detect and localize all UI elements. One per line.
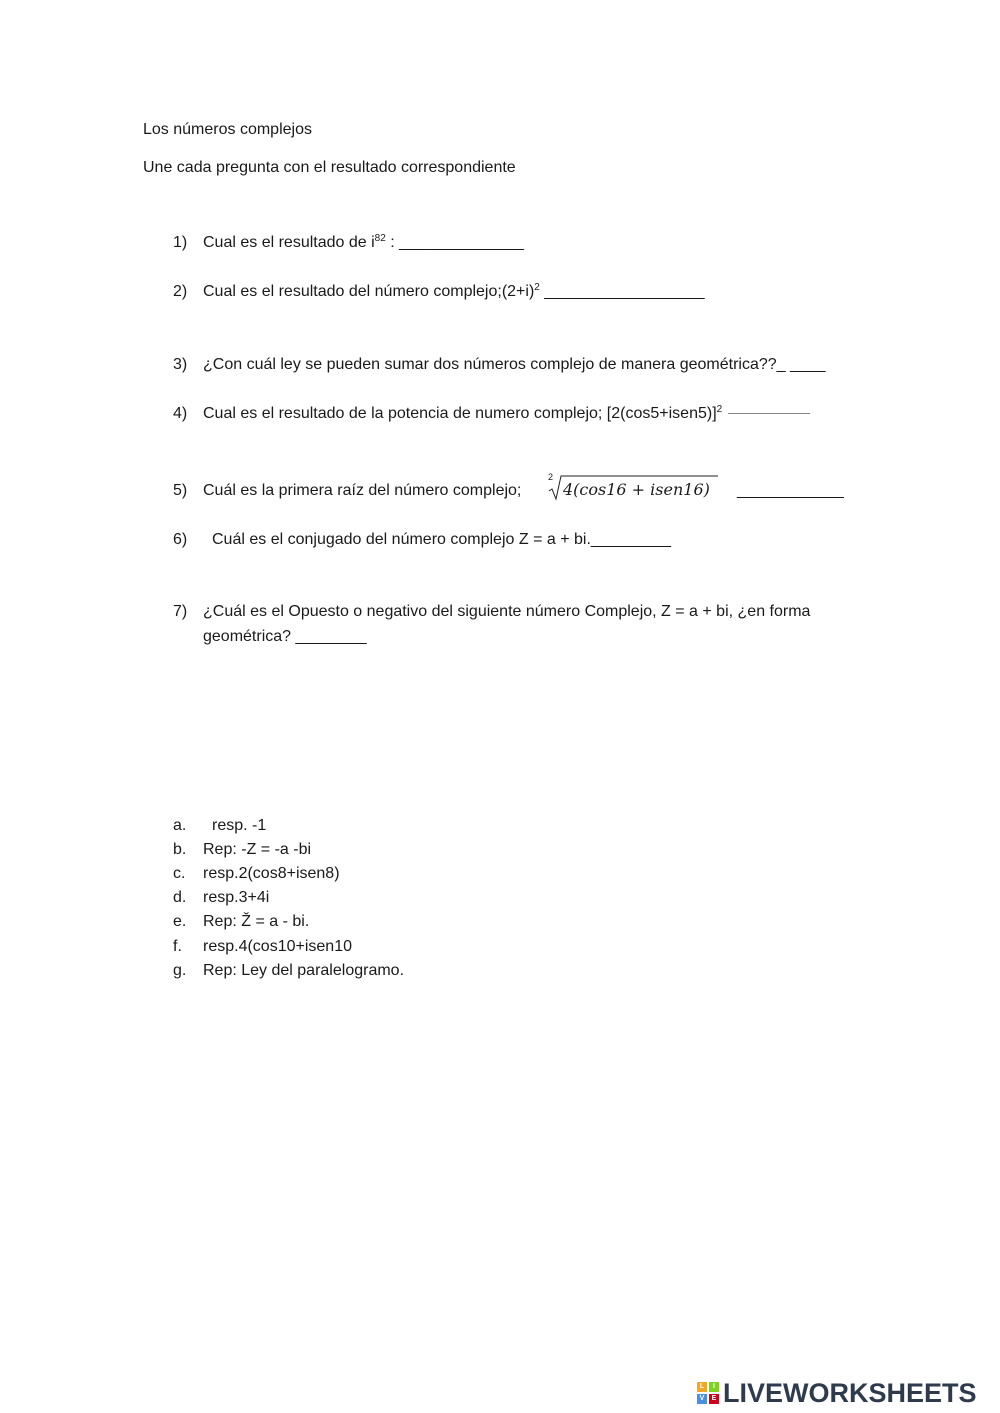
question-number: 1) (173, 234, 188, 251)
exponent: 2 (534, 282, 540, 293)
answer-text: Rep: -Z = -a -bi (203, 841, 312, 858)
answer-text: resp.4(cos10+isen10 (203, 938, 352, 955)
question-number: 5) (173, 482, 188, 499)
answer-letter: f. (173, 938, 182, 955)
answer-text: resp.2(cos8+isen8) (203, 865, 340, 882)
answer-letter: g. (173, 962, 187, 979)
answer-letter: b. (173, 841, 187, 858)
question-number: 3) (173, 356, 188, 373)
answer-letter: d. (173, 889, 187, 906)
question-text: ¿Con cuál ley se pueden sumar dos números complejo de manera geométrica??_ ____ (203, 356, 826, 373)
question-text: Cual es el resultado de i (203, 234, 375, 251)
answer-blank[interactable] (728, 413, 810, 414)
radical-index: 2 (548, 472, 554, 482)
logo-grid-cell: I (709, 1382, 719, 1392)
question-text: Cual es el resultado de la potencia de numero complejo; [2(cos5+isen5)] (203, 405, 717, 422)
question-number: 2) (173, 283, 188, 300)
question-text: Cual es el resultado del número complejo;(2+i) (203, 283, 535, 300)
answer-letter: a. (173, 817, 187, 834)
radicand: 4(cos16 + isen16) (563, 480, 710, 499)
answer-text: Rep: Ley del paralelogramo. (203, 962, 405, 979)
answer-text: resp. -1 (212, 817, 267, 834)
question-text: Cuál es la primera raíz del número complejo; (203, 482, 522, 499)
worksheet-instruction: Une cada pregunta con el resultado correspondiente (143, 159, 516, 176)
question-number: 6) (173, 531, 188, 548)
logo-grid-cell: E (709, 1394, 719, 1404)
logo-grid-cell: L (697, 1382, 707, 1392)
logo-grid-icon (697, 1382, 719, 1404)
answer-blank[interactable]: ____________ (737, 482, 844, 499)
answer-text: Rep: Ž = a - bi. (203, 913, 310, 930)
worksheet-title: Los números complejos (143, 121, 312, 138)
exponent: 2 (716, 404, 723, 415)
question-text-line-1: ¿Cuál es el Opuesto o negativo del siguiente número Complejo, Z = a + bi, ¿en forma (203, 603, 811, 620)
question-text-line-2: geométrica? ________ (203, 628, 367, 645)
question-text: Cuál es el conjugado del número complejo Z = a + bi._________ (212, 531, 671, 548)
liveworksheets-logo[interactable] (697, 1376, 977, 1410)
question-number: 4) (173, 405, 188, 422)
answer-letter: c. (173, 865, 186, 882)
logo-text: LIVEWORKSHEETS (723, 1377, 977, 1408)
logo-grid-cell: V (697, 1394, 707, 1404)
answer-blank[interactable]: __________________ (539, 283, 705, 300)
answer-letter: e. (173, 913, 187, 930)
question-number: 7) (173, 603, 188, 620)
answer-blank[interactable]: : ______________ (385, 234, 524, 251)
exponent: 82 (374, 233, 386, 244)
answer-text: resp.3+4i (203, 889, 270, 906)
